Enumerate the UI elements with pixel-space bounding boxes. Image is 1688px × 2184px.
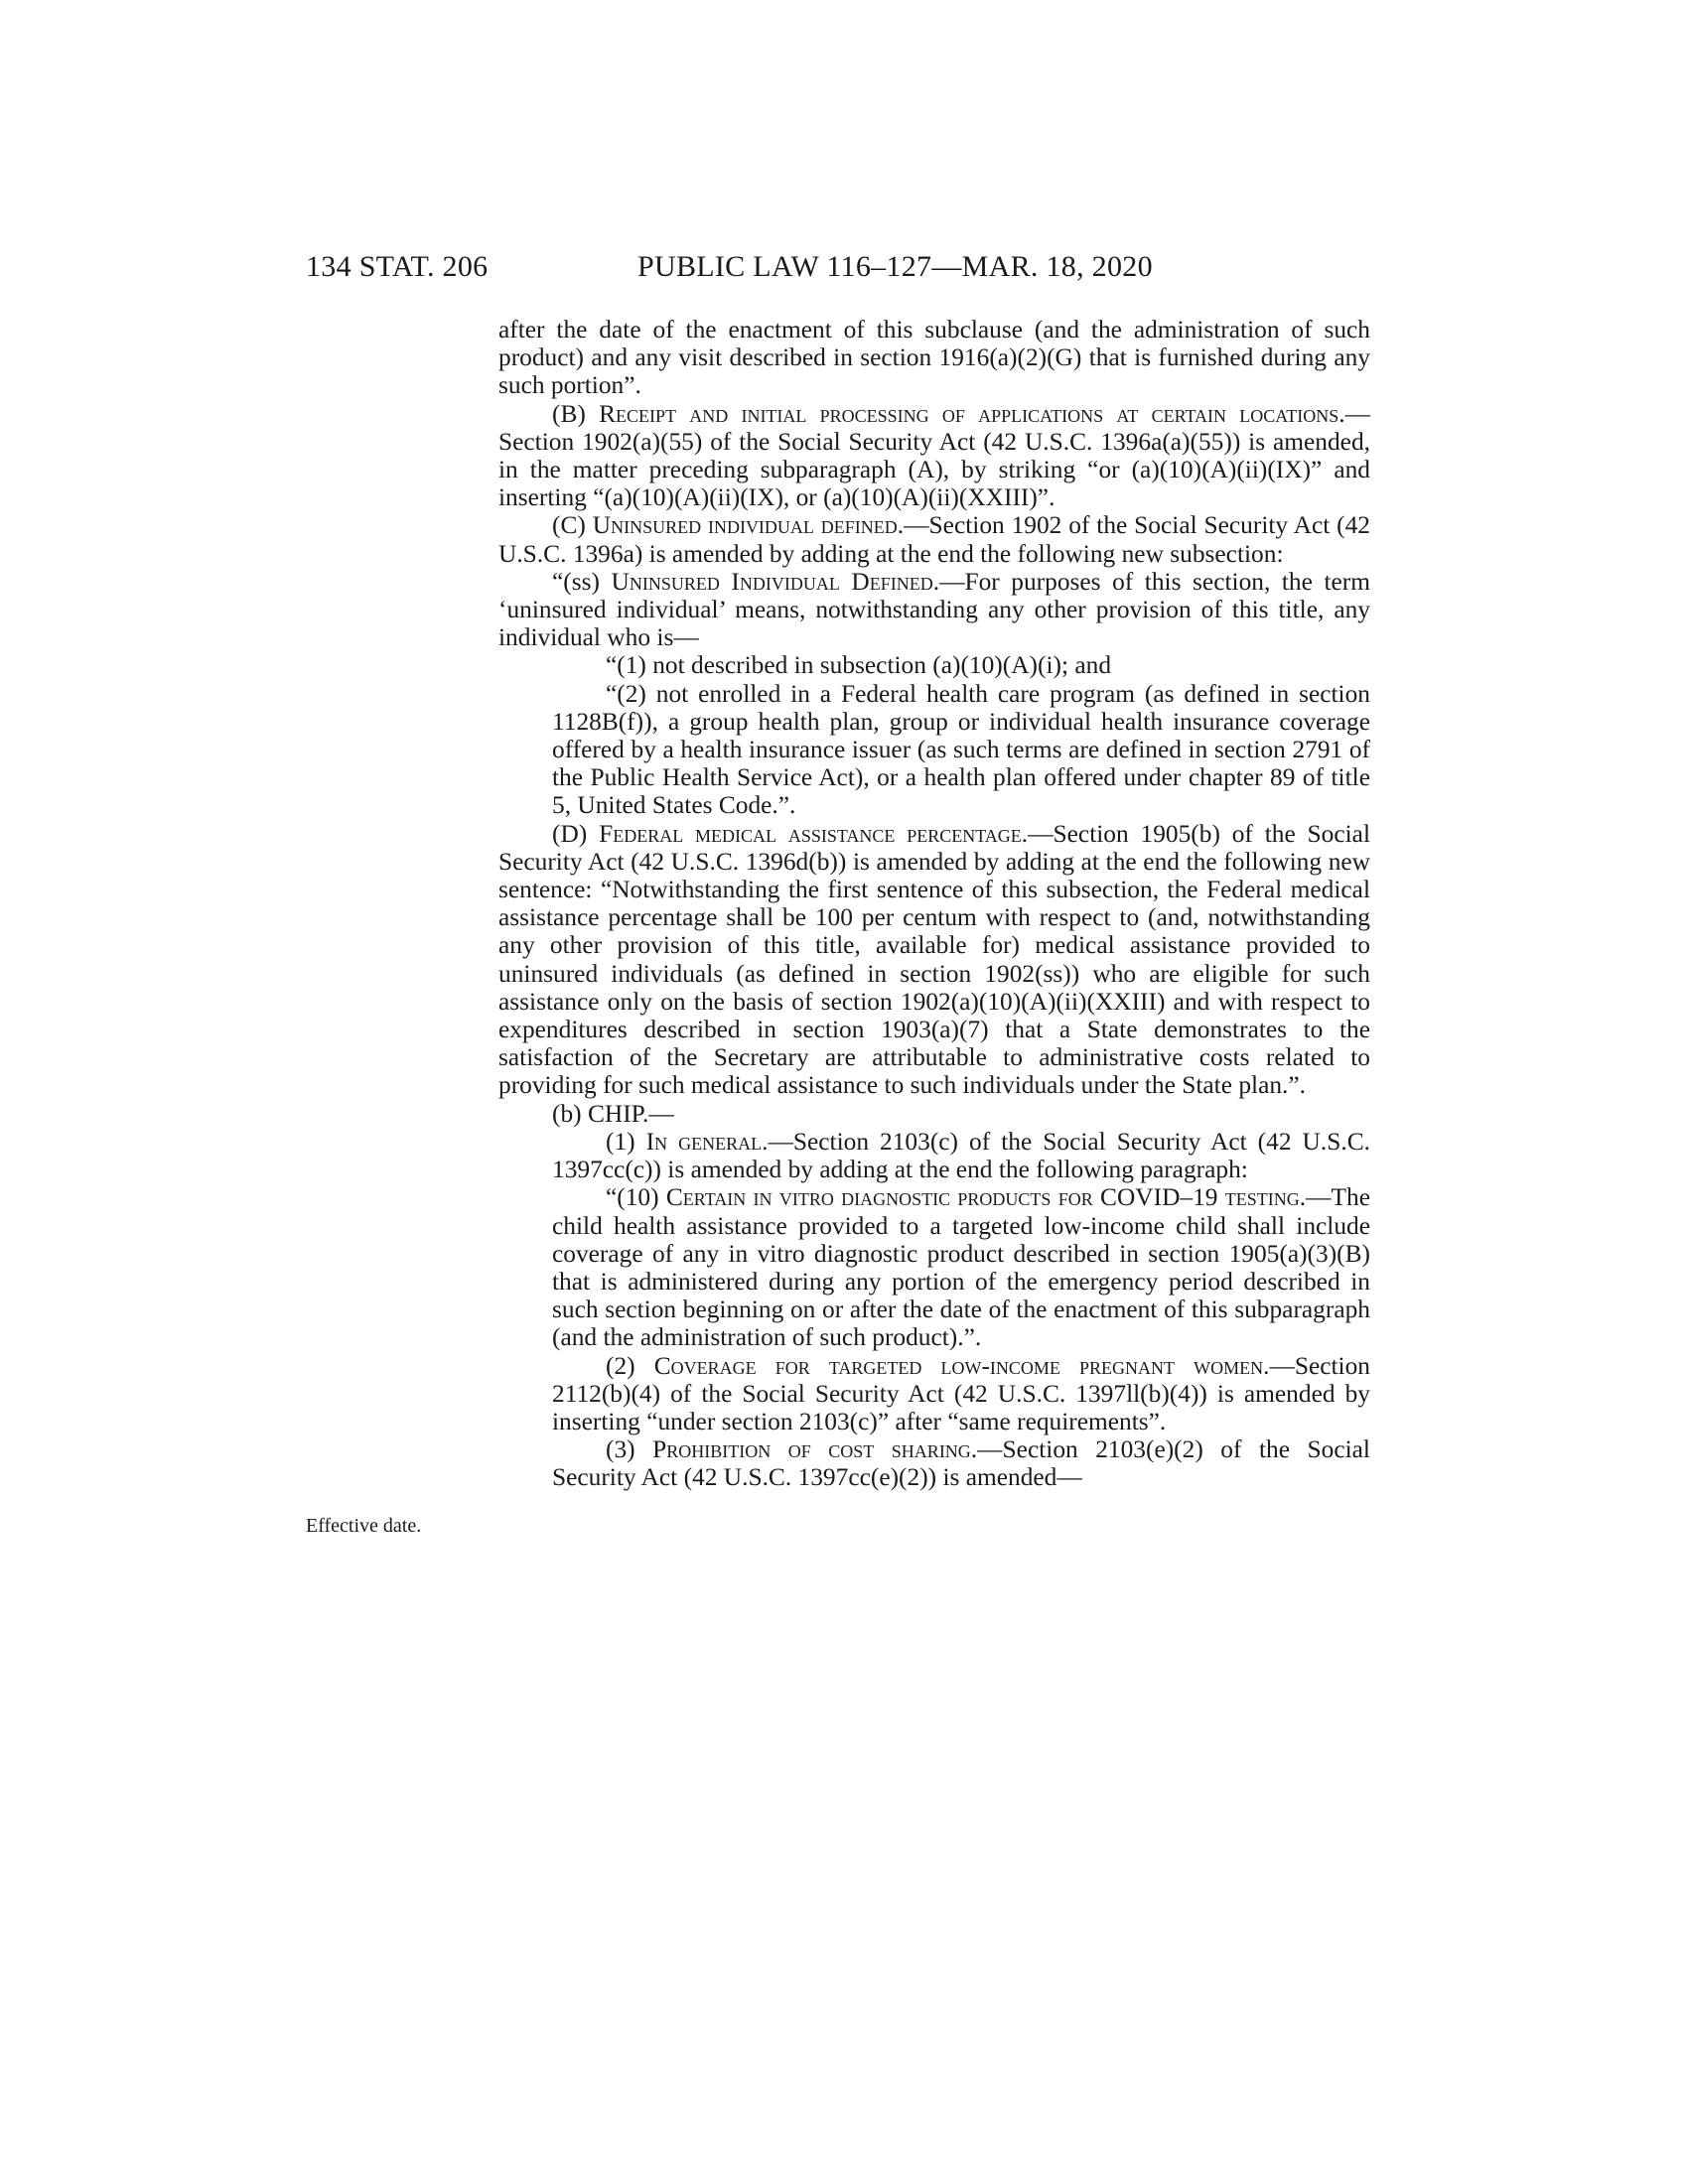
paragraph-chip-10-diagnostic [552,1183,1370,1351]
paragraph-text: after the date of the enactment of this subclause (and the administration of such product) and any visit described in section 1916(a)(2)(G) that is furnished during any such portion”. [498,316,1370,400]
paragraph-lead: (2) [606,1351,654,1380]
paragraph-chip-3-cost-sharing [552,1435,1370,1491]
margin-note-effective-date: Effective date. [306,1515,422,1537]
paragraph-lead: (D) [552,819,600,848]
paragraph-text: “(1) not described in subsection (a)(10)(A)(i); and [606,651,1112,680]
paragraph-b-chip [552,1100,1370,1128]
paragraph-lead: (1) [606,1127,646,1156]
paragraph-heading: Uninsured Individual Defined. [611,567,940,596]
paragraph-text: —Section 1905(b) of the Social Security Act (42 U.S.C. 1396d(b)) is amended by adding at the end the following new sentence: “Notwithstanding the first sentence of this subsection, the Federal medical assistance percentage shall be 100 per centum with respect to (and, notwithstanding any other provision of this title, available for) medical assistance provided to uninsured individuals (as defined in section 1902(ss)) who are eligible for such assistance only on the basis of section 1902(a)(10)(A)(ii)(XXIII) and with respect to expenditures described in section 1903(a)(7) that a State demonstrates to the satisfaction of the Secretary are attributable to administrative costs related to providing for such medical assistance to such individuals under the State plan.”. [498,819,1370,1100]
paragraph-heading: In general. [645,1127,769,1156]
paragraph-heading: Uninsured individual defined. [592,511,905,540]
paragraph-lead: “(10) [606,1183,666,1212]
paragraph-c-uninsured-defined [498,511,1370,567]
law-title: PUBLIC LAW 116–127—MAR. 18, 2020 [637,250,1153,283]
paragraph-heading: Receipt and initial processing of applications at certain locations. [599,399,1345,428]
paragraph-text: —The child health assistance provided to a targeted low-income child shall include coverage of any in vitro diagnostic product described in section 1905(a)(3)(B) that is administered during any portion of the emergency period described in such section beginning on or after the date of the enactment of this subparagraph (and the administration of such product).”. [552,1183,1370,1352]
paragraph-text: —For purposes of this section, the term ‘uninsured individual’ means, notwithstanding any other provision of this title, any individual who is— [498,567,1370,652]
paragraph-text: “(2) not enrolled in a Federal health care program (as defined in section 1128B(f)), a group health plan, group or individual health insurance coverage offered by a health insurance issuer (as such terms are defined in section 2791 of the Public Health Service Act), or a health plan offered under chapter 89 of title 5, United States Code.”. [552,679,1370,820]
paragraph-continuation [498,316,1370,400]
paragraph-ss-item-2 [552,680,1370,820]
paragraph-heading: Certain in vitro diagnostic products for COVID–19 testing. [665,1183,1307,1212]
paragraph-lead: (C) [552,511,593,540]
paragraph-ss-item-1 [552,651,1370,679]
paragraph-lead: (B) [552,399,600,428]
page-header [0,250,1688,290]
paragraph-heading: Coverage for targeted low-income pregnant women. [653,1351,1270,1380]
page-reference: 134 STAT. 206 [306,250,489,283]
paragraph-text: —Section 1902(a)(55) of the Social Security Act (42 U.S.C. 1396a(a)(55)) is amended, in the matter preceding subparagraph (A), by striking “or (a)(10)(A)(ii)(IX)” and inserting “(a)(10)(A)(ii)(IX), or (a)(10)(A)(ii)(XXIII)”. [498,399,1370,512]
paragraph-lead: “(ss) [552,567,612,596]
document-body [498,316,1370,1492]
paragraph-heading: Federal medical assistance percentage. [599,819,1029,848]
paragraph-chip-2-coverage [552,1352,1370,1436]
paragraph-text: —Section 2103(e)(2) of the Social Security Act (42 U.S.C. 1397cc(e)(2)) is amended— [552,1435,1370,1492]
paragraph-chip-1-in-general [552,1128,1370,1183]
paragraph-lead: (3) [606,1435,653,1464]
paragraph-heading: Prohibition of cost sharing. [652,1435,978,1464]
paragraph-text: —Section 2103(c) of the Social Security Act (42 U.S.C. 1397cc(c)) is amended by adding at the end the following paragraph: [552,1127,1370,1184]
paragraph-b-receipt-processing [498,400,1370,512]
paragraph-ss-definition [498,568,1370,652]
paragraph-d-fmap [498,820,1370,1100]
paragraph-text: (b) CHIP.— [552,1099,674,1128]
paragraph-text: —Section 1902 of the Social Security Act (42 U.S.C. 1396a) is amended by adding at the end the following new subsection: [498,511,1370,568]
paragraph-text: —Section 2112(b)(4) of the Social Security Act (42 U.S.C. 1397ll(b)(4)) is amended by inserting “under section 2103(c)” after “same requirements”. [552,1351,1370,1435]
